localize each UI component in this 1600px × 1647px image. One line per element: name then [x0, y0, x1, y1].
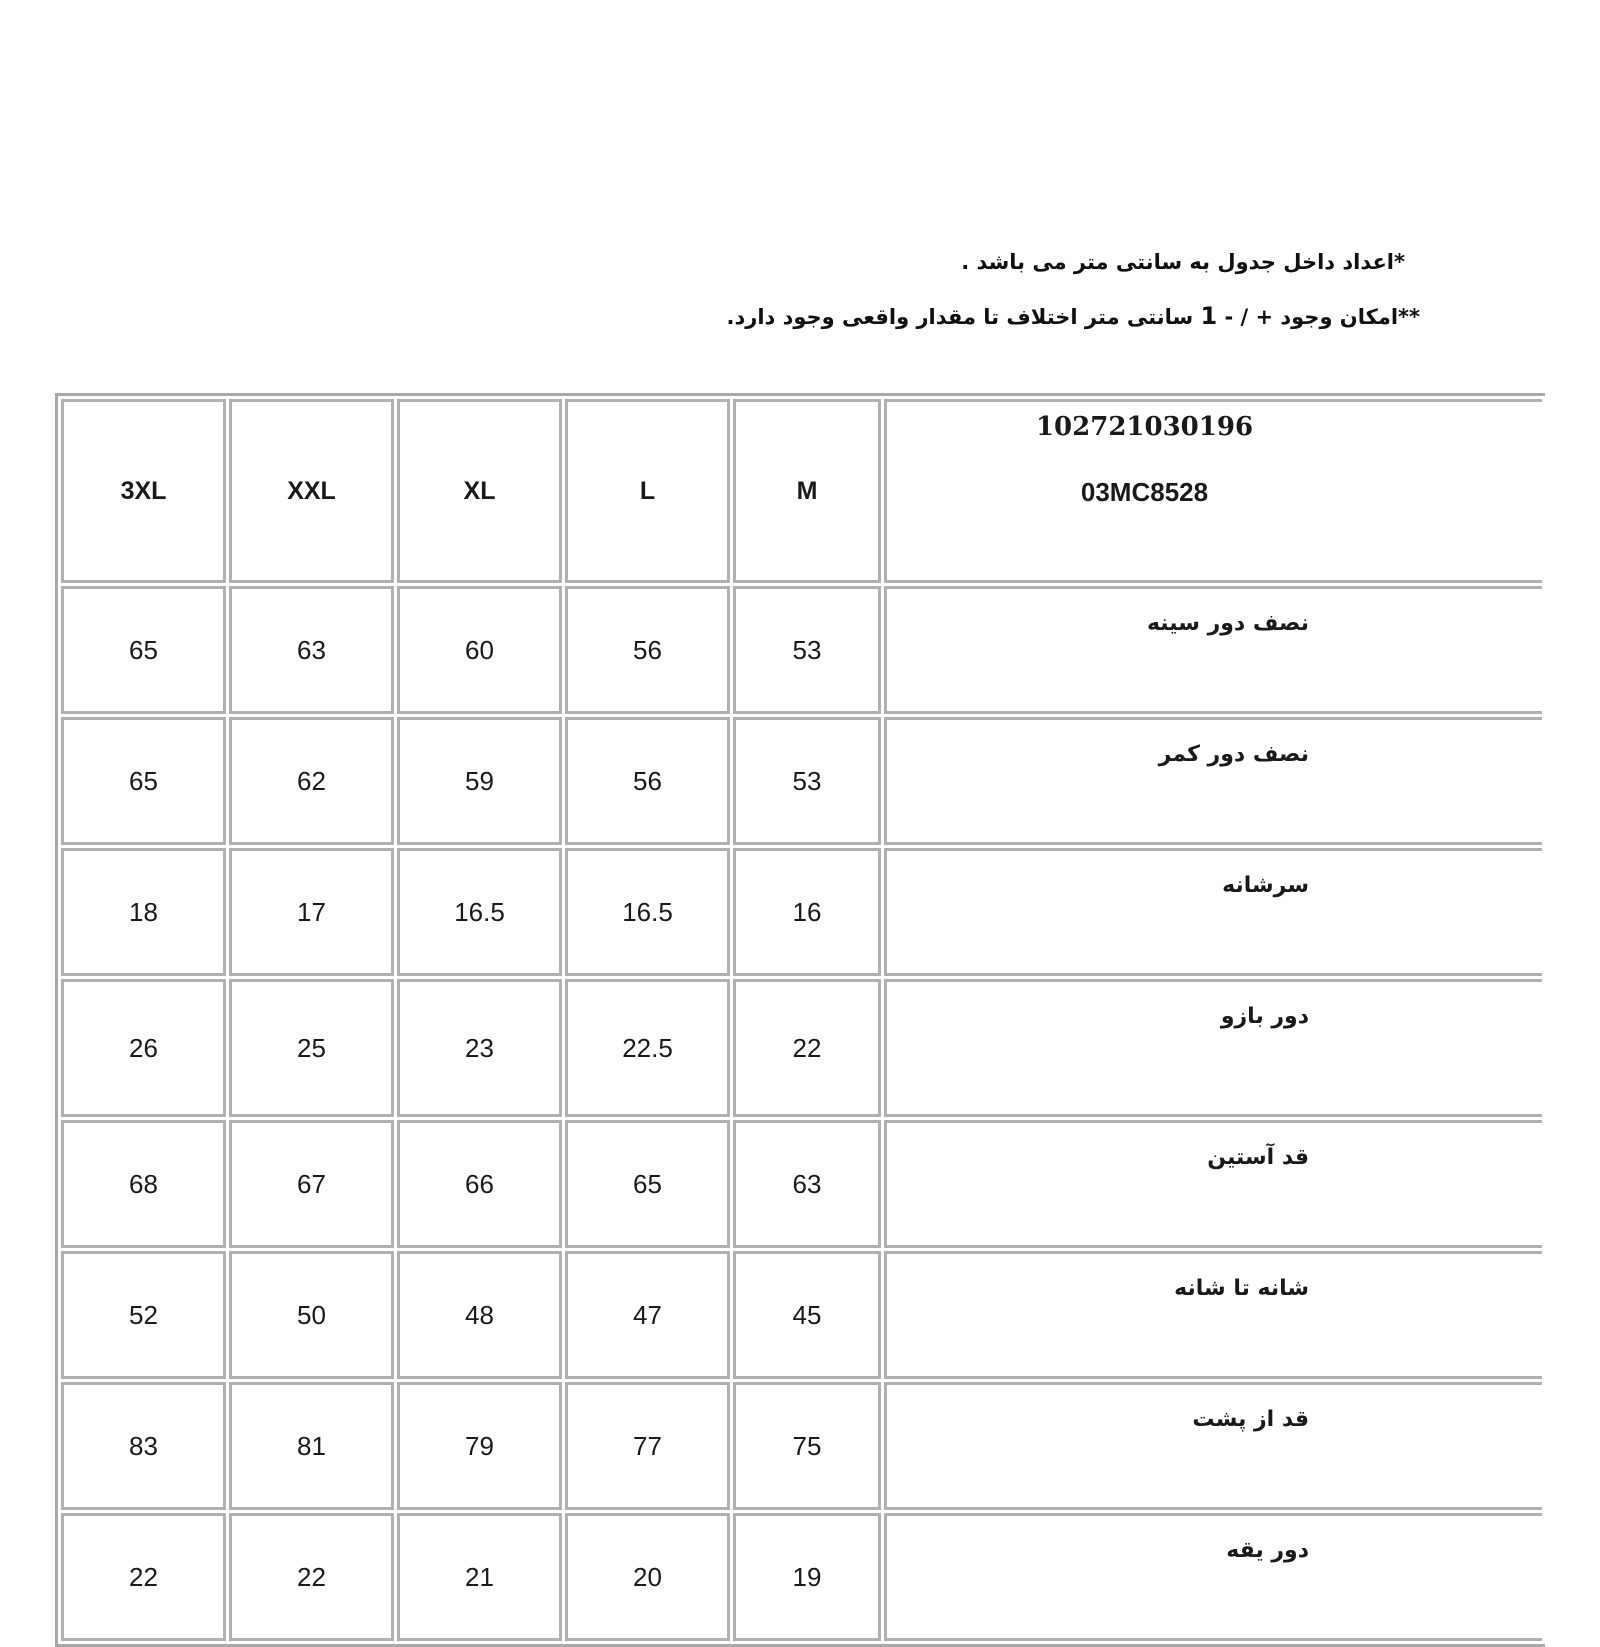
- row-label: قد آستین: [884, 1120, 1542, 1248]
- value-l: 16.5: [565, 848, 730, 976]
- value-l: 65: [565, 1120, 730, 1248]
- tolerance-note: [726, 302, 1420, 330]
- value-l: 56: [565, 586, 730, 714]
- row-label: قد از پشت: [884, 1382, 1542, 1510]
- value-m: 53: [733, 586, 881, 714]
- value-xxl: 25: [229, 979, 394, 1117]
- value-xl: 48: [397, 1251, 562, 1379]
- value-m: 45: [733, 1251, 881, 1379]
- value-l: 77: [565, 1382, 730, 1510]
- value-3xl: 18: [61, 848, 226, 976]
- row-label: شانه تا شانه: [884, 1251, 1542, 1379]
- value-xxl: 17: [229, 848, 394, 976]
- value-xxl: 81: [229, 1382, 394, 1510]
- tolerance-note-prefix: **امکان وجود + / -: [1217, 305, 1420, 329]
- value-xl: 59: [397, 717, 562, 845]
- units-note: *اعداد داخل جدول به سانتی متر می باشد .: [961, 250, 1405, 274]
- size-header-3xl: 3XL: [61, 399, 226, 583]
- table-row: [61, 979, 1542, 1117]
- value-xl: 79: [397, 1382, 562, 1510]
- tolerance-note-number: 1: [1200, 302, 1218, 330]
- header-row: [61, 399, 1542, 583]
- row-label: نصف دور سینه: [884, 586, 1542, 714]
- model-code: 03MC8528: [1080, 477, 1209, 507]
- value-xl: 23: [397, 979, 562, 1117]
- value-xxl: 62: [229, 717, 394, 845]
- size-chart-table: [55, 393, 1545, 1647]
- value-3xl: 22: [61, 1513, 226, 1641]
- value-xxl: 22: [229, 1513, 394, 1641]
- value-m: 75: [733, 1382, 881, 1510]
- value-m: 22: [733, 979, 881, 1117]
- value-m: 53: [733, 717, 881, 845]
- value-l: 22.5: [565, 979, 730, 1117]
- value-3xl: 26: [61, 979, 226, 1117]
- value-3xl: 83: [61, 1382, 226, 1510]
- value-m: 19: [733, 1513, 881, 1641]
- value-xl: 66: [397, 1120, 562, 1248]
- table-row: [61, 1251, 1542, 1379]
- value-m: 63: [733, 1120, 881, 1248]
- size-header-l: L: [565, 399, 730, 583]
- value-xl: 60: [397, 586, 562, 714]
- table-row: [61, 848, 1542, 976]
- size-header-xl: XL: [397, 399, 562, 583]
- value-3xl: 65: [61, 586, 226, 714]
- value-xxl: 63: [229, 586, 394, 714]
- row-label: دور یقه: [884, 1513, 1542, 1641]
- value-3xl: 52: [61, 1251, 226, 1379]
- table-row: [61, 1513, 1542, 1641]
- product-code-cell: [884, 399, 1542, 583]
- table-row: [61, 586, 1542, 714]
- value-m: 16: [733, 848, 881, 976]
- value-3xl: 68: [61, 1120, 226, 1248]
- row-label: دور بازو: [884, 979, 1542, 1117]
- row-label: نصف دور کمر: [884, 717, 1542, 845]
- row-label: سرشانه: [884, 848, 1542, 976]
- value-xxl: 50: [229, 1251, 394, 1379]
- value-xxl: 67: [229, 1120, 394, 1248]
- size-header-xxl: XXL: [229, 399, 394, 583]
- table-row: [61, 1382, 1542, 1510]
- value-l: 20: [565, 1513, 730, 1641]
- product-code: 102721030196: [1035, 412, 1254, 442]
- tolerance-note-suffix: سانتی متر اختلاف تا مقدار واقعی وجود دارد.: [726, 305, 1201, 329]
- table-row: [61, 1120, 1542, 1248]
- value-xl: 21: [397, 1513, 562, 1641]
- value-3xl: 65: [61, 717, 226, 845]
- size-header-m: M: [733, 399, 881, 583]
- value-xl: 16.5: [397, 848, 562, 976]
- table-row: [61, 717, 1542, 845]
- value-l: 47: [565, 1251, 730, 1379]
- value-l: 56: [565, 717, 730, 845]
